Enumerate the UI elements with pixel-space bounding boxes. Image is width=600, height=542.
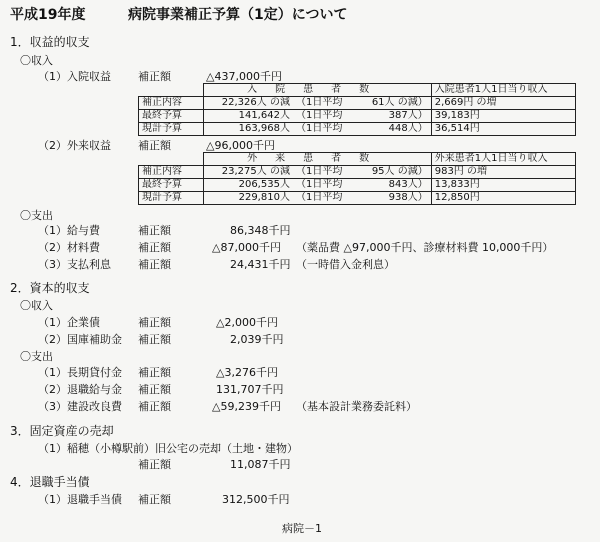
outpatient-hosei-label: 補正額 (138, 139, 171, 152)
inpatient-header-unit: 入院患者1人1日当り収入 (431, 84, 575, 97)
capital-expense-amount: 131,707千円 (216, 383, 284, 396)
table-row (139, 97, 576, 110)
inpatient-header-patients: 入院患者数 (203, 84, 431, 97)
table-cell: 39,183円 (431, 110, 575, 123)
inpatient-label: （1）入院収益 (38, 70, 111, 83)
table-row (139, 123, 576, 136)
table-cell: （1日平均 (293, 123, 356, 136)
table-cell: （1日平均 (293, 192, 356, 205)
capital-expense-label: （2）退職給与金 (38, 383, 122, 396)
table-cell: 387人） (356, 110, 431, 123)
capital-expense-amount: △59,239千円 (212, 400, 281, 413)
section-1-heading: 1．収益的収支 (10, 35, 90, 49)
section-2-heading: 2．資本的収支 (10, 281, 90, 295)
capital-expense-hosei-label: 補正額 (138, 400, 171, 413)
expense-note: （薬品費 △97,000千円、診療材料費 10,000千円） (296, 241, 554, 254)
table-cell: 163,968人 (203, 123, 293, 136)
table-cell: 229,810人 (203, 192, 293, 205)
asset-sale-label: （1）稲穂（小樽駅前）旧公宅の売却（土地・建物） (38, 442, 298, 455)
row-label: 現計予算 (139, 123, 204, 136)
table-cell: （1日平均 (293, 179, 356, 192)
table-header-row (139, 153, 576, 166)
expense-hosei-label: 補正額 (138, 258, 171, 271)
retirement-bond-hosei-label: 補正額 (138, 493, 171, 506)
row-label: 最終予算 (139, 179, 204, 192)
table-cell: （1日平均 (293, 110, 356, 123)
table-row (139, 179, 576, 192)
capital-income-label: （2）国庫補助金 (38, 333, 122, 346)
title-year: 平成19年度 (10, 7, 86, 23)
table-cell: 13,833円 (431, 179, 575, 192)
table-cell: 206,535人 (203, 179, 293, 192)
inpatient-table (138, 83, 576, 136)
retirement-bond-label: （1）退職手当債 (38, 493, 122, 506)
page-title: 病院事業補正予算（1定）について (128, 7, 348, 23)
s1-expense-label: 〇支出 (20, 209, 53, 222)
expense-label: （2）材料費 (38, 241, 100, 254)
outpatient-label: （2）外来収益 (38, 139, 111, 152)
row-label: 現計予算 (139, 192, 204, 205)
table-cell: 95人 の減） (356, 166, 431, 179)
table-cell: 61人 の減） (356, 97, 431, 110)
table-header-row (139, 84, 576, 97)
capital-expense-hosei-label: 補正額 (138, 366, 171, 379)
capital-income-label: （1）企業債 (38, 316, 100, 329)
expense-hosei-label: 補正額 (138, 241, 171, 254)
outpatient-header-unit: 外来患者1人1日当り収入 (431, 153, 575, 166)
outpatient-header-patients: 外来患者数 (203, 153, 431, 166)
capital-expense-amount: △3,276千円 (216, 366, 278, 379)
section-4-heading: 4．退職手当債 (10, 475, 90, 489)
capital-expense-label: （3）建設改良費 (38, 400, 122, 413)
table-cell: 843人） (356, 179, 431, 192)
table-cell: 23,275人 の減 (203, 166, 293, 179)
capital-income-amount: 2,039千円 (230, 333, 284, 346)
outpatient-table (138, 152, 576, 205)
expense-amount: △87,000千円 (212, 241, 281, 254)
capital-income-hosei-label: 補正額 (138, 316, 171, 329)
s1-income-label: 〇収入 (20, 54, 53, 67)
row-label: 補正内容 (139, 166, 204, 179)
inpatient-hosei-label: 補正額 (138, 70, 171, 83)
expense-label: （1）給与費 (38, 224, 100, 237)
table-cell: （1日平均 (293, 97, 356, 110)
row-label: 最終予算 (139, 110, 204, 123)
row-label: 補正内容 (139, 97, 204, 110)
inpatient-amount: △437,000千円 (206, 70, 282, 83)
asset-sale-hosei-label: 補正額 (138, 458, 171, 471)
expense-label: （3）支払利息 (38, 258, 111, 271)
expense-note: （一時借入金利息） (296, 258, 395, 271)
expense-amount: 86,348千円 (230, 224, 291, 237)
capital-expense-label: （1）長期貸付金 (38, 366, 122, 379)
table-cell: 12,850円 (431, 192, 575, 205)
table-cell: 448人） (356, 123, 431, 136)
expense-hosei-label: 補正額 (138, 224, 171, 237)
asset-sale-amount: 11,087千円 (230, 458, 291, 471)
table-cell: 983円 の増 (431, 166, 575, 179)
capital-expense-note: （基本設計業務委託料） (296, 400, 417, 413)
table-cell: 22,326人 の減 (203, 97, 293, 110)
table-cell: 938人） (356, 192, 431, 205)
page-number: 病院－1 (282, 522, 322, 535)
retirement-bond-amount: 312,500千円 (222, 493, 290, 506)
capital-income-hosei-label: 補正額 (138, 333, 171, 346)
outpatient-amount: △96,000千円 (206, 139, 275, 152)
table-cell: 141,642人 (203, 110, 293, 123)
section-3-heading: 3．固定資産の売却 (10, 424, 114, 438)
s2-expense-label: 〇支出 (20, 350, 53, 363)
table-cell: （1日平均 (293, 166, 356, 179)
table-row (139, 110, 576, 123)
s2-income-label: 〇収入 (20, 299, 53, 312)
table-cell: 36,514円 (431, 123, 575, 136)
capital-income-amount: △2,000千円 (216, 316, 278, 329)
table-cell: 2,669円 の増 (431, 97, 575, 110)
table-row (139, 192, 576, 205)
expense-amount: 24,431千円 (230, 258, 291, 271)
capital-expense-hosei-label: 補正額 (138, 383, 171, 396)
table-row (139, 166, 576, 179)
